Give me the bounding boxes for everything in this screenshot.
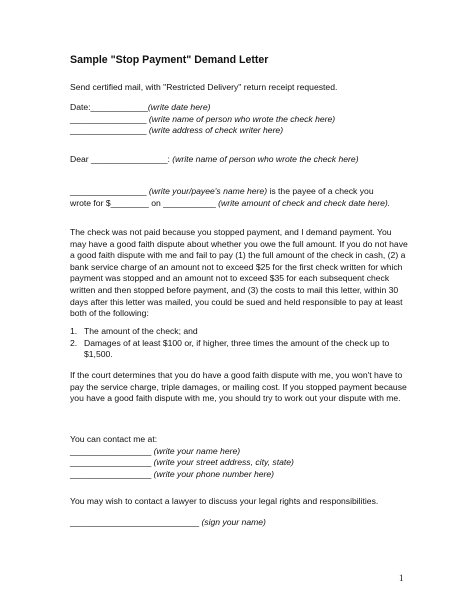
- signature-hint: (sign your name): [201, 517, 266, 527]
- payee-text: is the payee of a check you: [269, 186, 374, 196]
- contact-address-hint: (write your street address, city, state): [153, 457, 294, 468]
- list-item: [70, 326, 410, 338]
- demand-paragraph: The check was not paid because you stopped payment, and I demand payment. You may have a good faith dispute about whether you owe the full amount. If you do not have a good faith dispute with me and fail to pay (1) the full amount of the check in cash, (2) a bank service charge of an amount not to exceed $25 for the first check written for which payment was stopped and an amount not to exceed $35 for each subsequent check written and then stopped before payment, and (3) the costs to mail this letter, within 30 days after this letter was mailed, you could be sued and held responsible to pay at least both of the following:: [70, 227, 408, 319]
- payee-hint: (write your/payee's name here): [148, 186, 268, 196]
- recipient-name-blank: ________________: [70, 113, 147, 124]
- salutation: [70, 154, 410, 166]
- court-paragraph: If the court determines that you do have a good faith dispute with me, you won't have to pay the service charge, triple damages, or mailing cost. If you stopped payment because you have a good faith dispute with me, you should try to work out your dispute with me.: [70, 370, 407, 404]
- contact-name-blank: _________________: [70, 445, 152, 456]
- check-amount-date-blanks: wrote for $________ on ___________: [70, 197, 216, 208]
- recipient-name-hint: (write name of person who wrote the check here): [148, 113, 336, 124]
- list-item-number: 2.: [70, 337, 78, 348]
- contact-phone-hint: (write your phone number here): [153, 468, 275, 479]
- recipient-name-line: [70, 114, 410, 126]
- payee-paragraph: [70, 186, 410, 209]
- contact-phone-line: [70, 469, 410, 481]
- page-title: Sample "Stop Payment" Demand Letter: [70, 54, 269, 66]
- salutation-prefix: Dear ________________:: [70, 154, 170, 164]
- recipient-address-blank: ________________: [70, 125, 147, 136]
- contact-name-line: [70, 446, 410, 458]
- contact-name-hint: (write your name here): [153, 445, 241, 456]
- intro-text: Send certified mail, with "Restricted Delivery" return receipt requested.: [70, 82, 338, 92]
- lawyer-note: You may wish to contact a lawyer to discuss your legal rights and responsibilities.: [70, 496, 379, 506]
- damages-list: [70, 326, 410, 361]
- date-label: Date:____________: [70, 102, 148, 112]
- contact-section: [70, 434, 410, 480]
- signature-blank: ___________________________: [70, 517, 200, 527]
- payee-blank: ________________: [70, 186, 147, 196]
- contact-phone-blank: _________________: [70, 468, 152, 479]
- contact-address-blank: _________________: [70, 457, 152, 468]
- contact-address-line: [70, 457, 410, 469]
- recipient-header: [70, 102, 410, 137]
- date-line: [70, 102, 410, 114]
- list-item-number: 1.: [70, 326, 78, 336]
- list-item-text: The amount of the check; and: [84, 326, 198, 336]
- salutation-hint: (write name of person who wrote the check here): [172, 154, 359, 164]
- recipient-address-hint: (write address of check writer here): [148, 125, 284, 136]
- page-number: 1: [399, 573, 404, 583]
- recipient-address-line: [70, 125, 410, 137]
- check-amount-date-hint: (write amount of check and check date here).: [218, 197, 391, 208]
- signature-line: [70, 517, 410, 529]
- list-item-text: Damages of at least $100 or, if higher, three times the amount of the check up to $1,500.: [84, 337, 390, 360]
- list-item: [70, 338, 410, 361]
- contact-label: You can contact me at:: [70, 434, 158, 444]
- date-hint: (write date here): [147, 102, 211, 112]
